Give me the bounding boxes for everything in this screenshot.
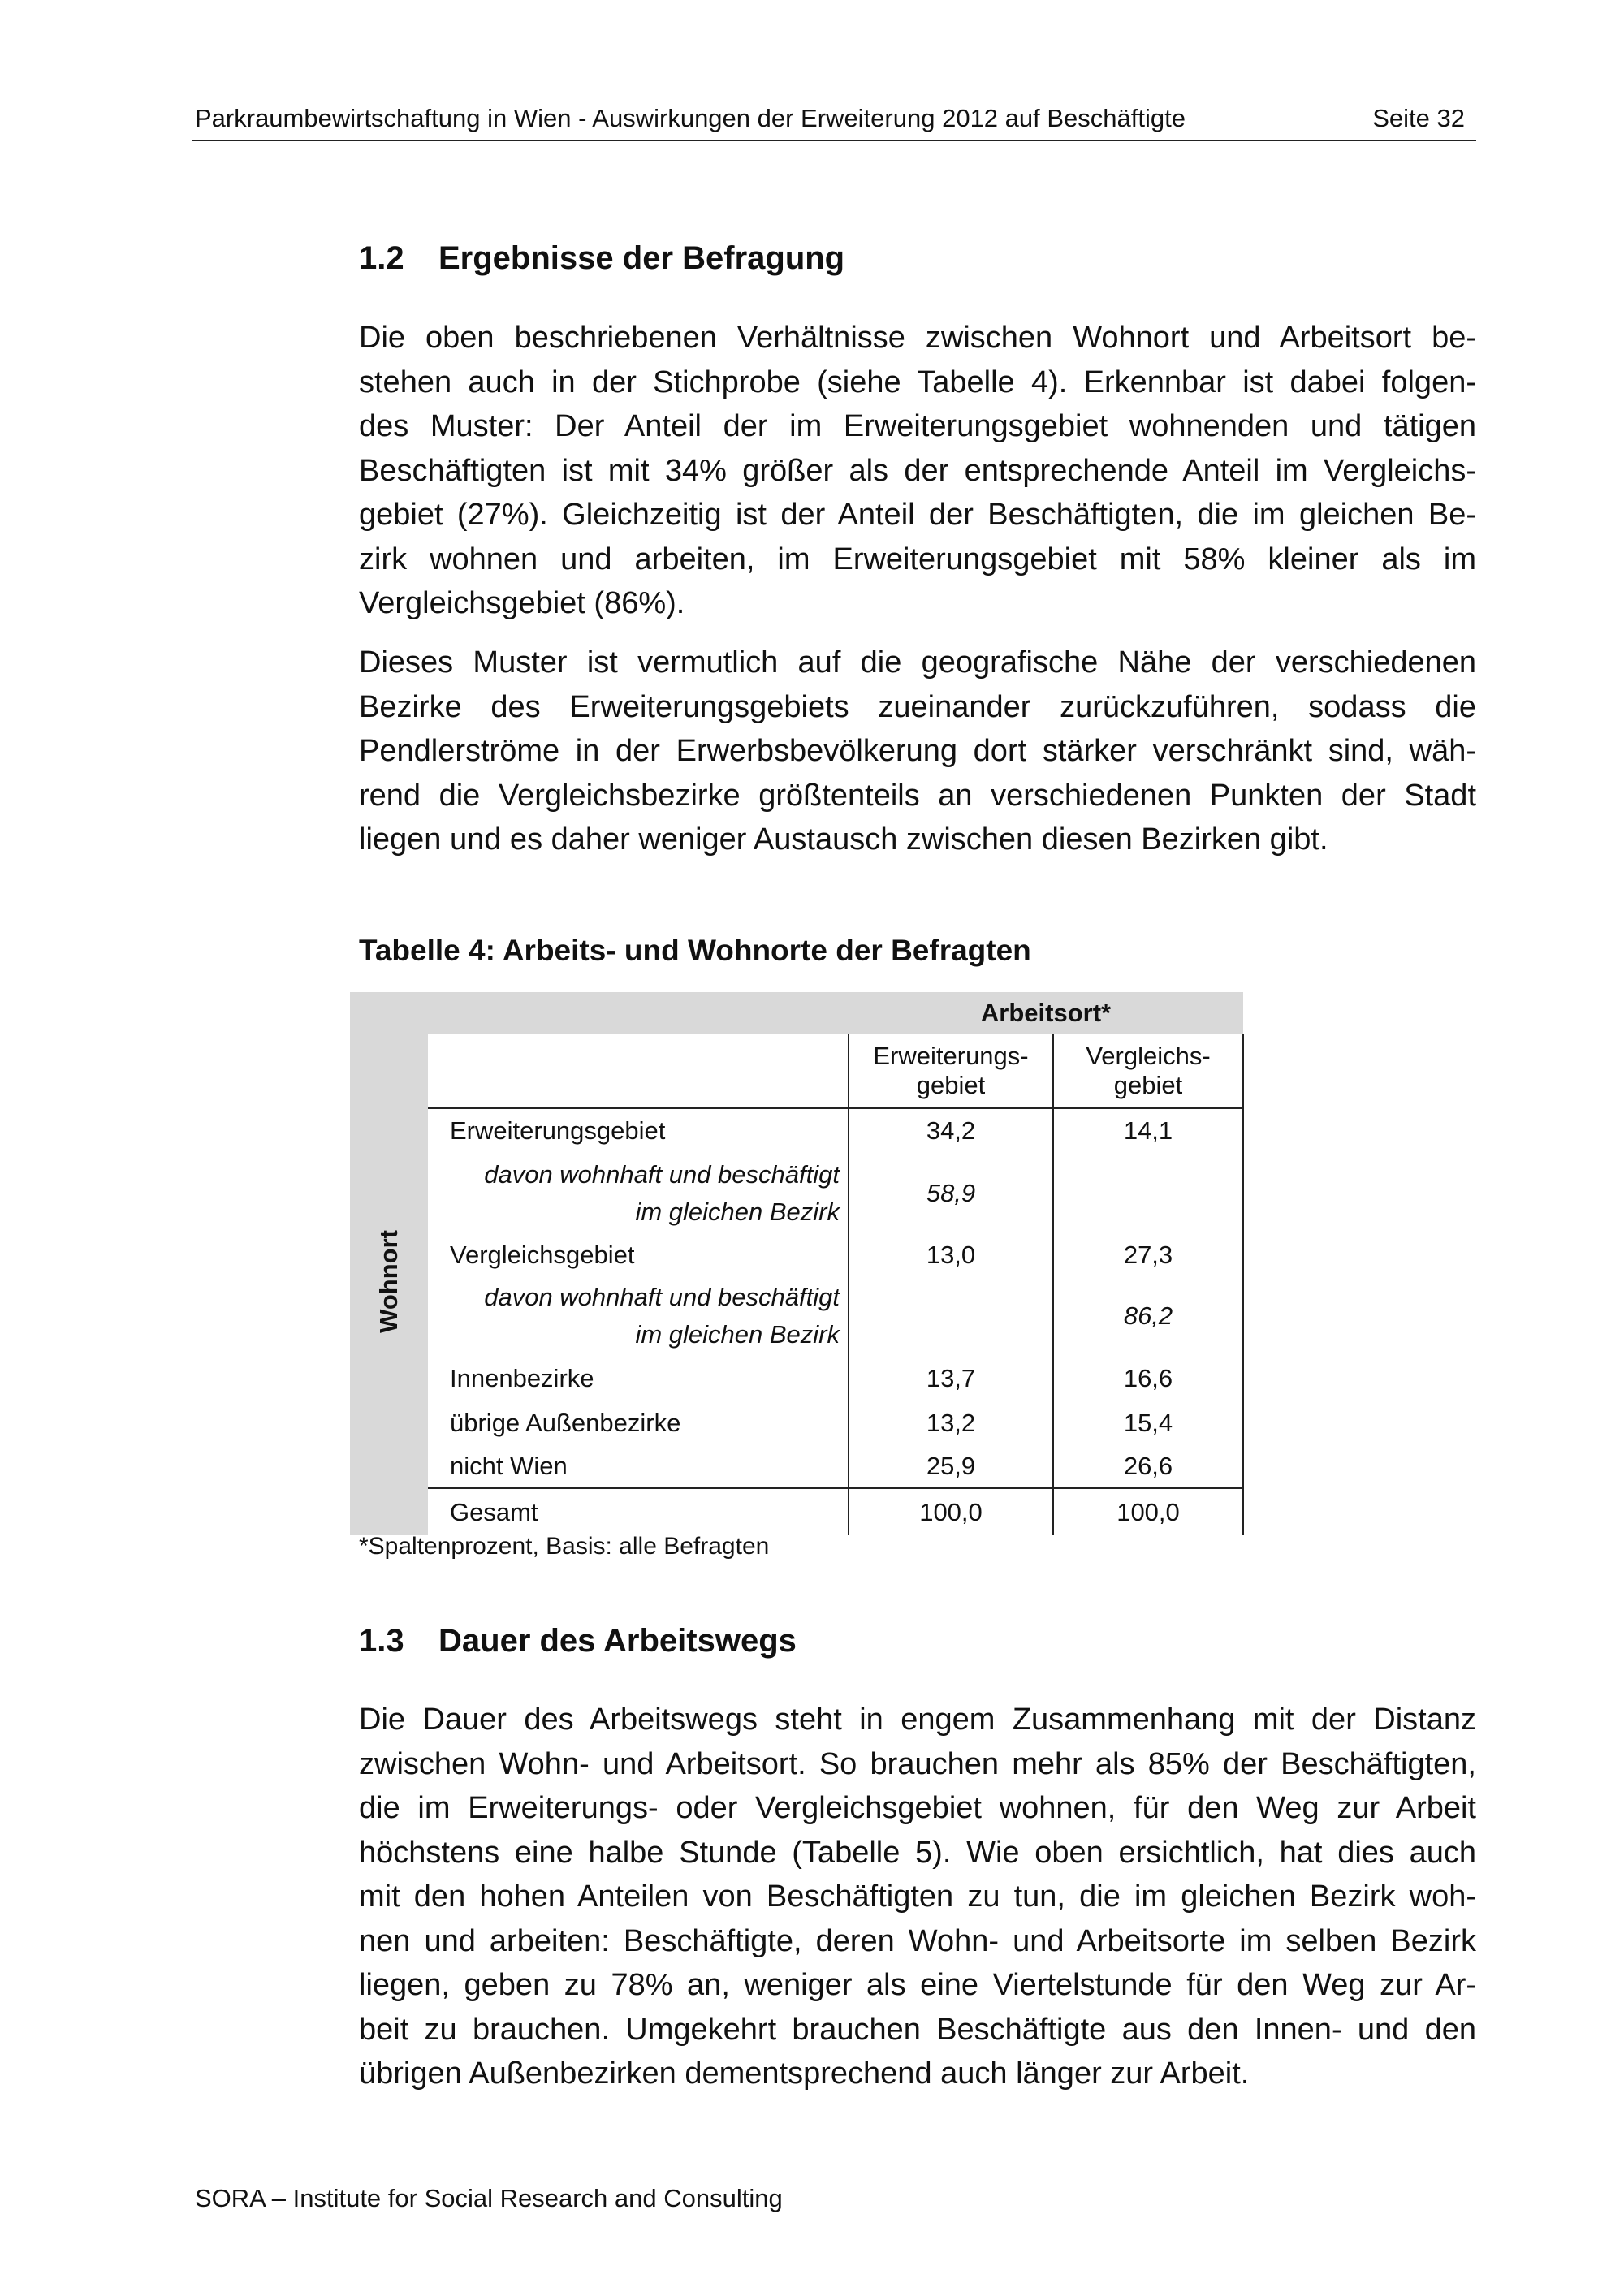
table-row — [350, 1400, 1243, 1445]
cell-value: 13,0 — [849, 1234, 1053, 1276]
section-title: Ergebnisse der Befragung — [438, 240, 845, 276]
section-heading-1-3 — [359, 1623, 797, 1659]
text-line: des Muster: Der Anteil der im Erweiterungsgebiet wohnenden und tätigen — [359, 409, 1476, 443]
label-line: im gleichen Bezirk — [635, 1198, 840, 1226]
text-line: beit zu brauchen. Umgekehrt brauchen Beschäftigte aus den Innen- und den — [359, 2012, 1476, 2047]
row-label-italic — [428, 1153, 849, 1234]
cell-value: 15,4 — [1053, 1400, 1243, 1445]
row-label: Erweiterungsgebiet — [428, 1108, 849, 1153]
text-line: Beschäftigten ist mit 34% größer als der entsprechende Anteil im Vergleichs- — [359, 453, 1476, 488]
label-line: davon wohnhaft und beschäftigt — [484, 1160, 840, 1189]
section-number: 1.3 — [359, 1623, 404, 1659]
cell-value: 100,0 — [849, 1488, 1053, 1535]
text-line: Die oben beschriebenen Verhältnisse zwischen Wohnort und Arbeitsort be- — [359, 321, 1476, 355]
cell-value: 26,6 — [1053, 1445, 1243, 1488]
col-header-vergleich — [1053, 1034, 1243, 1108]
label-line: im gleichen Bezirk — [635, 1320, 840, 1349]
cell-value: 13,2 — [849, 1400, 1053, 1445]
cell-value: 13,7 — [849, 1356, 1053, 1400]
text-line: übrigen Außenbezirken dementsprechend auch länger zur Arbeit. — [359, 2056, 1250, 2091]
row-group-cell — [350, 1034, 428, 1535]
empty-header-cell — [428, 1034, 849, 1108]
cell-value: 34,2 — [849, 1108, 1053, 1153]
col-header-erweiterung — [849, 1034, 1053, 1108]
page-footer: SORA – Institute for Social Research and Consulting — [195, 2184, 783, 2212]
table-row — [350, 1445, 1243, 1488]
table-footnote: *Spaltenprozent, Basis: alle Befragten — [359, 1533, 770, 1560]
section-title: Dauer des Arbeitswegs — [438, 1623, 797, 1659]
row-label: Gesamt — [428, 1488, 849, 1535]
cell-value: 86,2 — [1053, 1276, 1243, 1356]
row-label: Innenbezirke — [450, 1363, 594, 1392]
col-header-line: Vergleichs- — [1086, 1041, 1211, 1070]
table-row — [350, 1153, 1243, 1234]
cell-value: 58,9 — [849, 1153, 1053, 1234]
paragraph-1 — [359, 316, 1476, 626]
cell-value — [1053, 1153, 1243, 1234]
table-row — [350, 1276, 1243, 1356]
col-header-line: Erweiterungs- — [873, 1041, 1029, 1070]
section-number: 1.2 — [359, 240, 404, 276]
group-header: Arbeitsort* — [849, 992, 1243, 1034]
table-row — [350, 1356, 1243, 1400]
text-line: höchstens eine halbe Stunde (Tabelle 5). Wie oben ersichtlich, hat dies auch — [359, 1835, 1476, 1870]
paragraph-2 — [359, 641, 1476, 862]
text-line: mit den hohen Anteilen von Beschäftigten zu tun, die im gleichen Bezirk woh- — [359, 1880, 1476, 1914]
text-line: Vergleichsgebiet (86%). — [359, 586, 685, 620]
label-line: davon wohnhaft und beschäftigt — [484, 1283, 840, 1311]
gray-cell — [428, 992, 849, 1034]
cell-value: 27,3 — [1053, 1234, 1243, 1276]
col-header-line: gebiet — [916, 1070, 986, 1099]
page-header — [192, 104, 1476, 141]
text-line: die im Erweiterungs- oder Vergleichsgebiet wohnen, für den Weg zur Arbeit — [359, 1791, 1476, 1825]
text-line: zwischen Wohn- und Arbeitsort. So brauchen mehr als 85% der Beschäftigten, — [359, 1746, 1476, 1781]
page-number: Seite 32 — [1372, 104, 1465, 132]
text-line: gebiet (27%). Gleichzeitig ist der Anteil der Beschäftigten, die im gleichen Be- — [359, 498, 1476, 532]
table-row — [350, 1234, 1243, 1276]
row-label: Vergleichsgebiet — [450, 1241, 635, 1269]
table-row-total — [350, 1488, 1243, 1535]
table-row — [350, 1108, 1243, 1153]
text-line: stehen auch in der Stichprobe (siehe Tabelle 4). Erkennbar ist dabei folgen- — [359, 365, 1476, 399]
table-title: Tabelle 4: Arbeits- und Wohnorte der Befragten — [359, 934, 1031, 967]
text-line: zirk wohnen und arbeiten, im Erweiterungsgebiet mit 58% kleiner als im — [359, 542, 1476, 576]
cell-value: 25,9 — [849, 1445, 1053, 1488]
cell-value: 14,1 — [1053, 1108, 1243, 1153]
cell-value — [849, 1276, 1053, 1356]
cell-value: 100,0 — [1053, 1488, 1243, 1535]
col-header-line: gebiet — [1113, 1070, 1183, 1099]
gray-cell — [350, 992, 428, 1034]
text-line: nen und arbeiten: Beschäftigte, deren Wohn- und Arbeitsorte im selben Bezirk — [359, 1923, 1476, 1958]
text-line: liegen und es daher weniger Austausch zwischen diesen Bezirken gibt. — [359, 822, 1328, 857]
text-line: rend die Vergleichsbezirke größtenteils an verschiedenen Punkten der Stadt — [359, 778, 1476, 813]
paragraph-3 — [359, 1698, 1476, 2096]
row-label-italic — [428, 1276, 849, 1356]
text-line: liegen, geben zu 78% an, weniger als eine Viertelstunde für den Weg zur Ar- — [359, 1968, 1476, 2002]
row-label: übrige Außenbezirke — [450, 1408, 681, 1437]
results-table — [350, 992, 1244, 1535]
row-label: nicht Wien — [450, 1452, 568, 1480]
section-heading-1-2 — [359, 240, 844, 277]
text-line: Pendlerströme in der Erwerbsbevölkerung dort stärker verschränkt sind, wäh- — [359, 734, 1476, 768]
cell-value: 16,6 — [1053, 1356, 1243, 1400]
text-line: Dieses Muster ist vermutlich auf die geografische Nähe der verschiedenen — [359, 645, 1476, 680]
row-group-label: Wohnort — [374, 1229, 403, 1333]
header-title: Parkraumbewirtschaftung in Wien - Auswirkungen der Erweiterung 2012 auf Beschäftigte — [195, 104, 1186, 132]
text-line: Bezirke des Erweiterungsgebiets zueinander zurückzuführen, sodass die — [359, 689, 1476, 724]
text-line: Die Dauer des Arbeitswegs steht in engem Zusammenhang mit der Distanz — [359, 1703, 1476, 1737]
